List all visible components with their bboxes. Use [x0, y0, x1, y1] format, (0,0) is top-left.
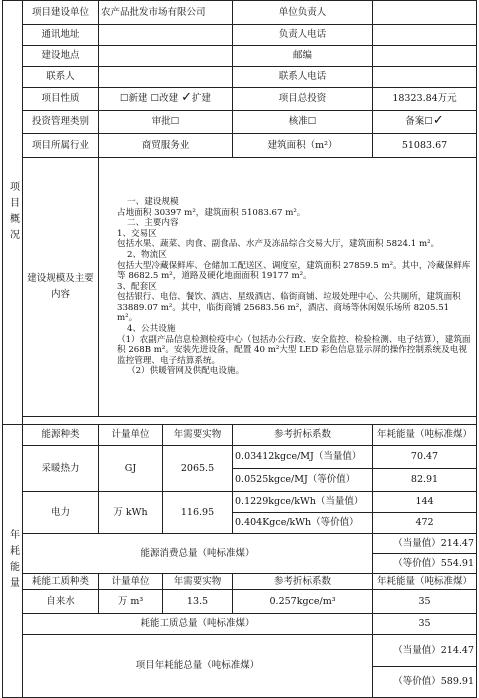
scope-line: 4、公共设施	[127, 324, 176, 335]
grand-total-equal: （等价值）589.91	[373, 667, 477, 698]
mgmt-label: 投资管理类别	[23, 111, 99, 134]
area-label: 建筑面积（m²）	[233, 134, 373, 158]
project-table	[2, 0, 477, 698]
water-coef: 0.257kgce/m³	[233, 590, 373, 614]
spacer-row	[23, 417, 477, 425]
water-type: 自来水	[23, 590, 99, 614]
scope-line: （2）供暖管网及供配电设施。	[127, 366, 245, 377]
power-value-equiv: 144	[373, 492, 477, 513]
mgmt-verify-option: 核准☐	[233, 111, 373, 134]
water-unit: 万 m³	[99, 590, 163, 614]
energy-header-value: 年耗能量（吨标准煤）	[373, 425, 477, 446]
industry-value: 商贸服务业	[99, 134, 233, 158]
site-label: 建设地点	[23, 46, 99, 67]
leader-value	[373, 1, 477, 25]
energy-header-amount: 年需要实物	[163, 425, 233, 446]
postcode-label: 邮编	[233, 46, 373, 67]
scope-line: 一、建设规模	[127, 196, 179, 207]
invest-value: 18323.84万元	[373, 88, 477, 111]
address-value	[99, 25, 233, 46]
contact-phone-label: 联系人电话	[233, 67, 373, 88]
scope-line: （1）农副产品信息检测检疫中心（包括办公行政、安全监控、检验检测、电子结算），建筑面积 268B m²。安装先进设备，配置 40 m²大型 LED 彩色信息显示屏的操作控制系统及电视监控管理、电子结算系统。	[117, 334, 471, 366]
heat-amount: 2065.5	[163, 446, 233, 492]
power-value-equal: 472	[373, 513, 477, 534]
leader-phone-value	[373, 25, 477, 46]
fluid-total-label: 耗能工质总量（吨标准煤）	[23, 614, 373, 635]
energy-header-type: 能源种类	[23, 425, 99, 446]
unit-label: 项目建设单位	[23, 1, 99, 25]
energy-total-equal: （等价值）554.91	[373, 554, 477, 574]
scope-line: 2、物流区	[127, 249, 167, 260]
scope-content	[99, 158, 477, 417]
checkmark-icon: ✓	[432, 113, 444, 128]
scope-line: 占地面积 30397 m²，建筑面积 51083.67 m²。	[117, 207, 306, 218]
nature-rebuild-option: ☐改建	[150, 93, 179, 104]
scope-line: 3、配套区	[117, 281, 157, 292]
scope-label: 建设规模及主要内容	[23, 158, 99, 417]
site-value	[99, 46, 233, 67]
fluid-header-type: 耗能工质种类	[23, 574, 99, 590]
address-label: 通讯地址	[23, 25, 99, 46]
industry-label: 项目所属行业	[23, 134, 99, 158]
grand-total-equiv: （当量值）214.47	[373, 635, 477, 667]
contact-value	[99, 67, 233, 88]
area-value: 51083.67	[373, 134, 477, 158]
nature-options	[99, 88, 233, 111]
scope-line: 包括银行、电信、餐饮、酒店、星级酒店、临街商铺、垃圾处理中心、公共厕所，建筑面积 33889.07 m²。其中，临街商铺 25683.56 m²，酒店、商场等休闲娱乐场所 8205.51 m²。	[117, 292, 461, 324]
nature-new-option: ☐新建	[119, 93, 148, 104]
nature-expand-option: 扩建	[192, 93, 212, 104]
heat-value-equiv: 70.47	[373, 446, 477, 469]
invest-label: 项目总投资	[233, 88, 373, 111]
grand-total-label: 项目年耗能总量（吨标准煤）	[23, 635, 373, 698]
mgmt-record-option: 备案☐	[405, 116, 433, 127]
fluid-header-value: 年耗能量（吨标准煤）	[373, 574, 477, 590]
scope-line: 1、交易区	[117, 228, 157, 239]
nature-label: 项目性质	[23, 88, 99, 111]
contact-label: 联系人	[23, 67, 99, 88]
power-unit: 万 kWh	[99, 492, 163, 534]
power-coef-equal: 0.404Kgce/kWh（等价值）	[233, 513, 373, 534]
leader-phone-label: 负责人电话	[233, 25, 373, 46]
energy-total-equiv: （当量值）214.47	[373, 534, 477, 554]
fluid-total-value: 35	[373, 614, 477, 635]
energy-total-label: 能源消费总量（吨标准煤）	[23, 534, 373, 574]
leader-label: 单位负责人	[233, 1, 373, 25]
mgmt-record-cell	[373, 111, 477, 134]
heat-coef-equal: 0.0525kgce/MJ（等价值）	[233, 469, 373, 492]
section-annual-energy: 年耗能量	[3, 425, 23, 698]
water-value: 35	[373, 590, 477, 614]
heat-coef-equiv: 0.03412kgce/MJ（当量值）	[233, 446, 373, 469]
energy-header-unit: 计量单位	[99, 425, 163, 446]
scope-line: 包括大型冷藏保鲜库、仓储加工配送区、调度室，建筑面积 27859.5 m²。其中，冷藏保鲜库等 8682.5 m²，道路及硬化地面面积 19177 m²。	[117, 260, 471, 282]
heat-unit: GJ	[99, 446, 163, 492]
fluid-header-amount: 年需要实物	[163, 574, 233, 590]
fluid-header-coef: 参考折标系数	[233, 574, 373, 590]
water-amount: 13.5	[163, 590, 233, 614]
heat-value-equal: 82.91	[373, 469, 477, 492]
power-amount: 116.95	[163, 492, 233, 534]
scope-line: 包括水果、蔬菜、肉食、副食品、水产及冻品综合交易大厅，建筑面积 5824.1 m²。	[117, 239, 440, 250]
heat-type: 采暖热力	[23, 446, 99, 492]
energy-assessment-form	[2, 0, 476, 687]
scope-line: 二、主要内容	[127, 218, 179, 229]
checkmark-icon: ✓	[181, 90, 193, 105]
power-coef-equiv: 0.1229kgce/kWh（当量值）	[233, 492, 373, 513]
unit-value: 农产品批发市场有限公司	[99, 1, 233, 25]
power-type: 电力	[23, 492, 99, 534]
section-project-overview: 项目概况	[3, 1, 23, 425]
energy-header-coef: 参考折标系数	[233, 425, 373, 446]
fluid-header-unit: 计量单位	[99, 574, 163, 590]
contact-phone-value	[373, 67, 477, 88]
mgmt-approve-option: 审批☐	[99, 111, 233, 134]
postcode-value	[373, 46, 477, 67]
